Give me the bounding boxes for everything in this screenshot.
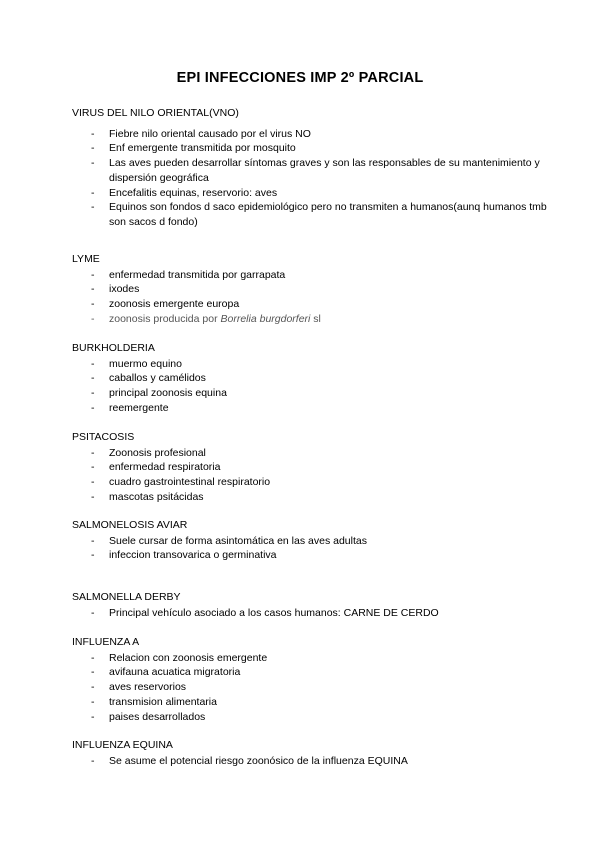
list-item-text: paises desarrollados — [109, 710, 206, 723]
list-item — [72, 606, 552, 621]
bullet-dash: - — [91, 186, 95, 199]
list-item — [72, 534, 552, 549]
document-title: EPI INFECCIONES IMP 2º PARCIAL — [176, 70, 424, 86]
list-item — [72, 490, 552, 505]
bullet-dash: - — [91, 446, 95, 459]
list-item-text: Se asume el potencial riesgo zoonósico de la influenza EQUINA — [109, 754, 408, 767]
list-item — [72, 695, 552, 710]
section-lyme — [72, 252, 552, 327]
section-vno — [72, 106, 552, 230]
bullet-dash: - — [91, 372, 95, 385]
bullet-dash: - — [91, 387, 95, 400]
bullet-list — [72, 357, 552, 416]
list-item — [72, 401, 552, 416]
bullet-dash: - — [91, 754, 95, 767]
bullet-list — [72, 606, 552, 621]
list-item — [72, 460, 552, 475]
list-item — [72, 680, 552, 695]
list-item-text: enfermedad respiratoria — [109, 461, 221, 474]
list-item — [72, 297, 552, 312]
bullet-list — [72, 754, 552, 769]
list-item-text: Suele cursar de forma asintomática en las aves adultas — [109, 534, 367, 547]
list-item — [72, 156, 552, 185]
bullet-dash: - — [91, 201, 95, 214]
bullet-dash: - — [91, 461, 95, 474]
species-name: Borrelia burgdorferi — [220, 312, 311, 325]
bullet-dash: - — [91, 401, 95, 414]
list-item-text: Enf emergente transmitida por mosquito — [109, 142, 296, 155]
list-item — [72, 386, 552, 401]
list-item-text: infeccion transovarica o germinativa — [109, 549, 277, 562]
list-item-text: caballos y camélidos — [109, 372, 206, 385]
list-item-text: Principal vehículo asociado a los casos humanos: CARNE DE CERDO — [109, 606, 439, 619]
list-item-text: enfermedad transmitida por garrapata — [109, 268, 286, 281]
list-item — [72, 312, 552, 327]
list-item-text: principal zoonosis equina — [109, 387, 227, 400]
section-burkholderia — [72, 341, 552, 416]
list-item — [72, 710, 552, 725]
section-heading: BURKHOLDERIA — [72, 342, 155, 354]
list-item-text: Las aves pueden desarrollar síntomas graves y son las responsables de su mantenimiento y dispersión geográfica — [109, 157, 540, 184]
bullet-dash: - — [91, 142, 95, 155]
list-item — [72, 651, 552, 666]
list-item-text: zoonosis producida por — [109, 312, 221, 325]
section-heading: PSITACOSIS — [72, 431, 135, 443]
bullet-dash: - — [91, 534, 95, 547]
list-item — [72, 665, 552, 680]
bullet-dash: - — [91, 681, 95, 694]
list-item — [72, 186, 552, 201]
bullet-dash: - — [91, 157, 95, 170]
list-item-text: ixodes — [109, 283, 140, 296]
section-heading: LYME — [72, 253, 100, 265]
list-item-text: Equinos son fondos d saco epidemiológico pero no transmiten a humanos(aunq humanos tmb son sacos d fondo) — [109, 201, 547, 228]
list-item — [72, 141, 552, 156]
bullet-list — [72, 651, 552, 725]
section-heading: SALMONELLA DERBY — [72, 591, 181, 603]
section-psitacosis — [72, 430, 552, 505]
list-item-text: transmision alimentaria — [109, 695, 217, 708]
bullet-dash: - — [91, 666, 95, 679]
list-item — [72, 357, 552, 372]
list-item — [72, 548, 552, 563]
section-heading: INFLUENZA A — [72, 636, 140, 648]
bullet-list — [72, 446, 552, 505]
bullet-dash: - — [91, 606, 95, 619]
list-item — [72, 446, 552, 461]
list-item-text: reemergente — [109, 401, 169, 414]
bullet-list — [72, 127, 552, 230]
bullet-dash: - — [91, 549, 95, 562]
list-item — [72, 475, 552, 490]
list-item-suffix: sl — [310, 312, 321, 325]
section-influenza-a — [72, 635, 552, 724]
section-heading: SALMONELOSIS AVIAR — [72, 519, 188, 531]
bullet-dash: - — [91, 651, 95, 664]
bullet-dash: - — [91, 268, 95, 281]
list-item — [72, 200, 552, 229]
list-item-text: aves reservorios — [109, 681, 187, 694]
list-item-text: avifauna acuatica migratoria — [109, 666, 241, 679]
bullet-dash: - — [91, 710, 95, 723]
bullet-dash: - — [91, 127, 95, 140]
list-item-text: Fiebre nilo oriental causado por el virus NO — [109, 127, 311, 140]
list-item — [72, 268, 552, 283]
bullet-dash: - — [91, 283, 95, 296]
list-item — [72, 754, 552, 769]
list-item-text: zoonosis emergente europa — [109, 298, 240, 311]
list-item-text: cuadro gastrointestinal respiratorio — [109, 476, 271, 489]
bullet-list — [72, 534, 552, 563]
section-heading: INFLUENZA EQUINA — [72, 739, 173, 751]
list-item-text: muermo equino — [109, 357, 182, 370]
list-item — [72, 371, 552, 386]
list-item-text: Encefalitis equinas, reservorio: aves — [109, 186, 278, 199]
section-salmonelosis-aviar — [72, 518, 552, 563]
bullet-dash: - — [91, 298, 95, 311]
list-item-text: Relacion con zoonosis emergente — [109, 651, 268, 664]
bullet-dash: - — [91, 312, 95, 325]
bullet-dash: - — [91, 357, 95, 370]
section-salmonella-derby — [72, 590, 552, 620]
section-influenza-equina — [72, 738, 552, 768]
list-item — [72, 282, 552, 297]
bullet-dash: - — [91, 695, 95, 708]
section-heading: VIRUS DEL NILO ORIENTAL(VNO) — [72, 107, 239, 119]
list-item-text: Zoonosis profesional — [109, 446, 206, 459]
list-item — [72, 127, 552, 142]
bullet-dash: - — [91, 476, 95, 489]
bullet-list — [72, 268, 552, 327]
list-item-text: mascotas psitácidas — [109, 490, 204, 503]
bullet-dash: - — [91, 490, 95, 503]
